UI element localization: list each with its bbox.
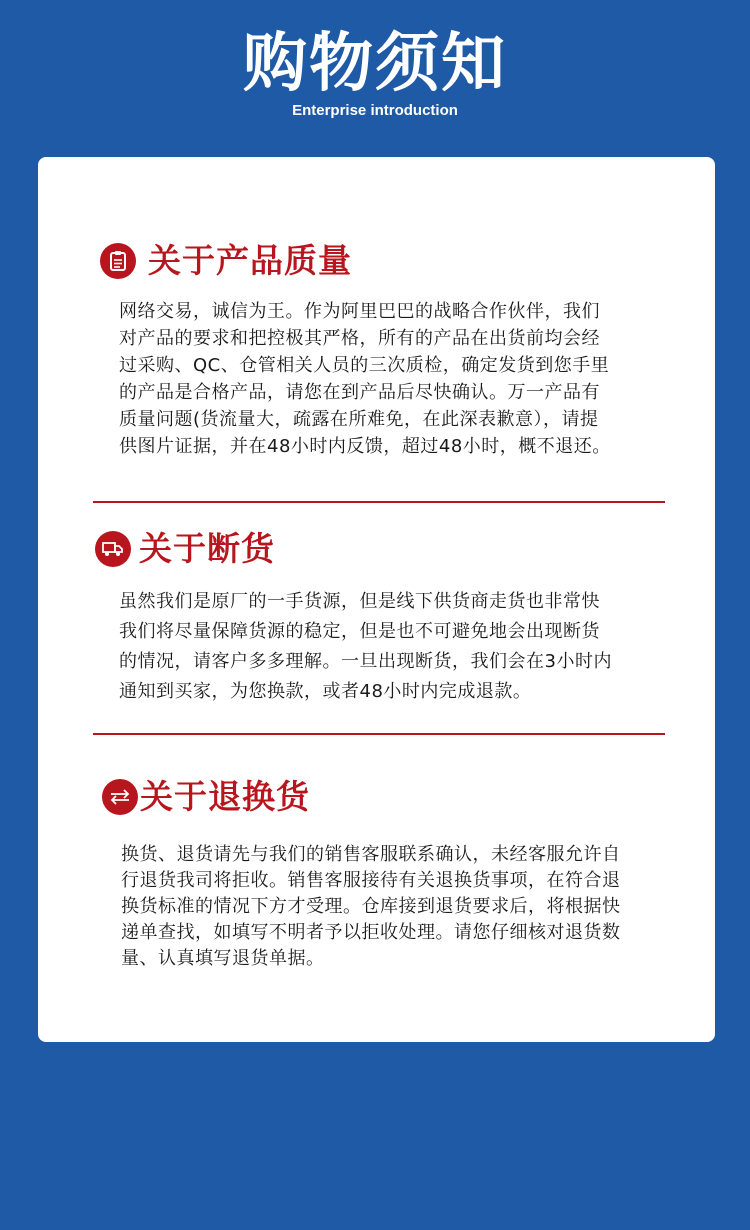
body-line: 过采购、QC、仓管相关人员的三次质检，确定发货到您手里 xyxy=(119,355,610,376)
body-line: 通知到买家，为您换款，或者48小时内完成退款。 xyxy=(119,681,532,702)
body-line: 递单查找，如填写不明者予以拒收处理。请您仔细核对退货数 xyxy=(121,922,621,943)
section-divider xyxy=(93,733,665,735)
section-return-header xyxy=(102,775,310,819)
body-line: 我们将尽量保障货源的稳定，但是也不可避免地会出现断货 xyxy=(119,621,600,642)
clipboard-icon xyxy=(100,243,136,279)
section-quality-body xyxy=(119,298,611,460)
body-line: 的情况，请客户多多理解。一旦出现断货，我们会在3小时内 xyxy=(119,651,612,672)
body-line: 的产品是合格产品，请您在到产品后尽快确认。万一产品有 xyxy=(119,382,600,403)
section-stock-header xyxy=(95,527,275,571)
page-subtitle: Enterprise introduction xyxy=(292,102,458,119)
exchange-arrows-icon xyxy=(102,779,138,815)
truck-icon xyxy=(95,531,131,567)
body-line: 换货标准的情况下方才受理。仓库接到退货要求后，将根据快 xyxy=(121,896,621,917)
body-line: 对产品的要求和把控极其严格，所有的产品在出货前均会经 xyxy=(119,328,600,349)
body-line: 供图片证据，并在48小时内反馈，超过48小时，概不退还。 xyxy=(119,436,611,457)
section-quality-title: 关于产品质量 xyxy=(148,241,352,280)
page-header xyxy=(0,0,750,140)
body-line: 换货、退货请先与我们的销售客服联系确认，未经客服允许自 xyxy=(121,844,621,865)
section-return-body xyxy=(121,842,621,972)
section-stock-title: 关于断货 xyxy=(139,529,275,568)
page-title: 购物须知 xyxy=(243,27,507,101)
section-divider xyxy=(93,501,665,503)
body-line: 虽然我们是原厂的一手货源，但是线下供货商走货也非常快 xyxy=(119,591,600,612)
body-line: 行退货我司将拒收。销售客服接待有关退换货事项，在符合退 xyxy=(121,870,621,891)
section-return-title: 关于退换货 xyxy=(140,777,310,816)
section-quality-header xyxy=(100,239,352,283)
body-line: 网络交易，诚信为王。作为阿里巴巴的战略合作伙伴，我们 xyxy=(119,301,600,322)
notice-card xyxy=(38,157,715,1042)
section-stock-body xyxy=(119,587,612,707)
body-line: 量、认真填写退货单据。 xyxy=(121,948,325,969)
body-line: 质量问题(货流量大，疏露在所难免，在此深表歉意），请提 xyxy=(119,409,599,430)
